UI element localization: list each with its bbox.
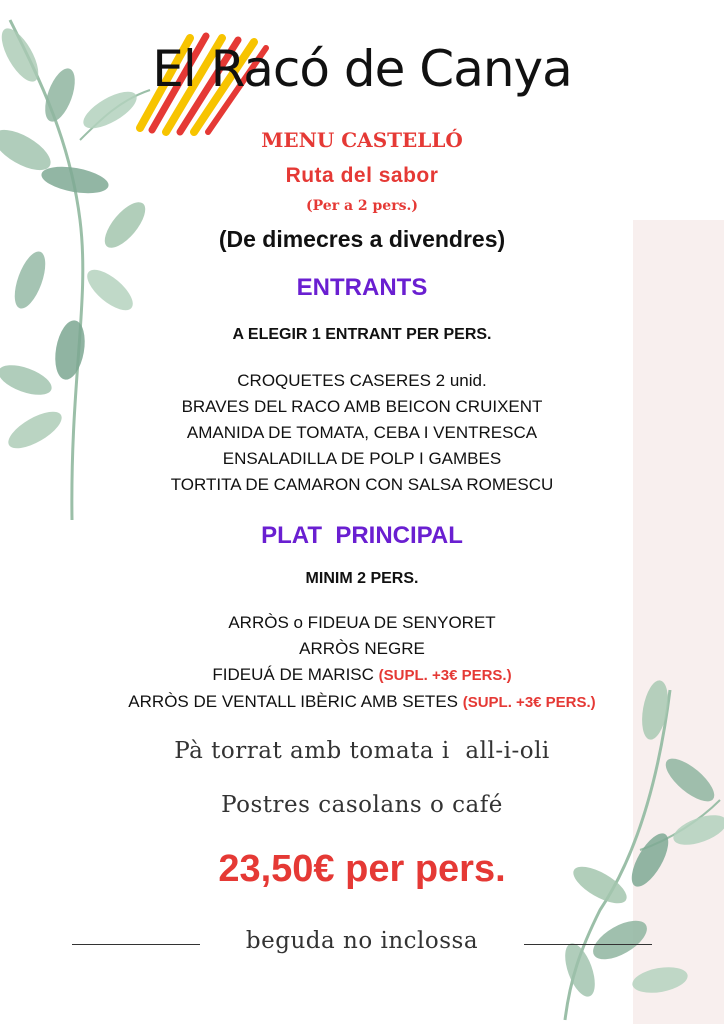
main-course-heading: PLAT PRINCIPAL	[261, 522, 463, 549]
list-item	[0, 610, 724, 636]
divider-right	[524, 944, 652, 945]
list-item: AMANIDA DE TOMATA, CEBA I VENTRESCA	[186, 423, 538, 442]
serves-note: (Per a 2 pers.)	[306, 198, 418, 214]
menu-tagline: Ruta del sabor	[285, 164, 439, 187]
entrants-list	[0, 368, 724, 498]
dish-name: ARRÒS NEGRE	[299, 639, 425, 658]
dish-name: ARRÒS o FIDEUA DE SENYORET	[228, 613, 496, 632]
dish-name: ARRÒS DE VENTALL IBÈRIC AMB SETES	[128, 692, 463, 711]
entrants-heading: ENTRANTS	[296, 274, 428, 301]
list-item: BRAVES DEL RACO AMB BEICON CRUIXENT	[181, 397, 543, 416]
list-item	[0, 689, 724, 716]
bread-note: Pà torrat amb tomata i all-i-oli	[174, 738, 550, 764]
main-course-note: MINIM 2 PERS.	[305, 570, 419, 587]
restaurant-title: El Racó de Canya	[152, 40, 572, 98]
entrants-note: A ELEGIR 1 ENTRANT PER PERS.	[232, 326, 492, 343]
list-item	[0, 636, 724, 662]
days-note: (De dimecres a divendres)	[218, 226, 506, 252]
supplement-note: (SUPL. +3€ PERS.)	[378, 667, 512, 684]
supplement-note: (SUPL. +3€ PERS.)	[462, 694, 596, 711]
dish-name: FIDEUÁ DE MARISC	[212, 665, 379, 684]
list-item: TORTITA DE CAMARON CON SALSA ROMESCU	[170, 475, 554, 494]
list-item	[0, 662, 724, 689]
menu-name: MENU CASTELLÓ	[261, 128, 463, 152]
menu-price: 23,50€ per pers.	[218, 848, 506, 890]
list-item: CROQUETES CASERES 2 unid.	[237, 371, 487, 390]
dessert-note: Postres casolans o café	[221, 792, 503, 818]
list-item: ENSALADILLA DE POLP I GAMBES	[222, 449, 502, 468]
drinks-not-included-note: beguda no inclossa	[245, 928, 479, 954]
main-course-list	[0, 610, 724, 716]
